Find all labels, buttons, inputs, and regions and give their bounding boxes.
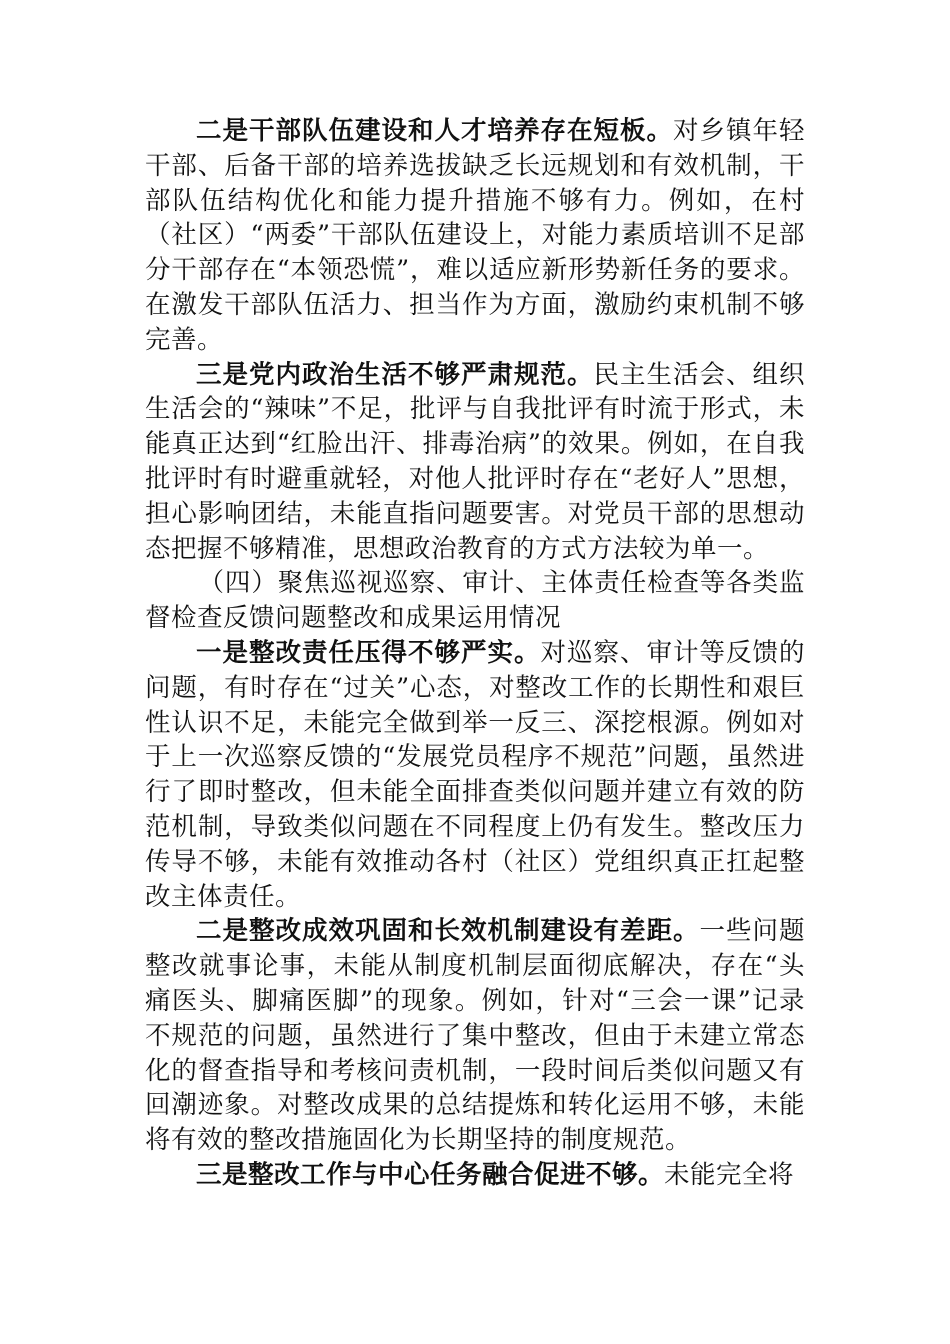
paragraph-rectification-responsibility	[145, 636, 805, 914]
paragraph-body: 一些问题整改就事论事，未能从制度机制层面彻底解决，存在“头痛医头、脚痛医脚”的现象。例如，针对“三会一课”记录不规范的问题，虽然进行了集中整改，但由于未建立常态化的督查指导和考核问责机制，一段时间后类似问题又有回潮迹象。对整改成果的总结提炼和转化运用不够，未能将有效的整改措施固化为长期坚持的制度规范。	[145, 916, 805, 1156]
paragraph-lead: 三是党内政治生活不够严肃规范。	[196, 359, 594, 390]
paragraph-political-life	[145, 358, 805, 567]
paragraph-cadre-team	[145, 114, 805, 358]
paragraph-lead: 三是整改工作与中心任务融合促进不够。	[196, 1159, 665, 1190]
paragraph-lead: 一是整改责任压得不够严实。	[196, 637, 541, 668]
paragraph-long-term-mechanism	[145, 914, 805, 1158]
paragraph-body: 对乡镇年轻干部、后备干部的培养选拔缺乏长远规划和有效机制，干部队伍结构优化和能力提升措施不够有力。例如，在村（社区）“两委”干部队伍建设上，对能力素质培训不足部分干部存在“本领恐慌”，难以适应新形势新任务的要求。在激发干部队伍活力、担当作为方面，激励约束机制不够完善。	[145, 116, 805, 355]
paragraph-lead: 二是整改成效巩固和长效机制建设有差距。	[196, 916, 700, 947]
document-page	[145, 114, 805, 1193]
paragraph-body: 对巡察、审计等反馈的问题，有时存在“过关”心态，对整改工作的长期性和艰巨性认识不足，未能完全做到举一反三、深挖根源。例如对于上一次巡察反馈的“发展党员程序不规范”问题，虽然进行了即时整改，但未能全面排查类似问题并建立有效的防范机制，导致类似问题在不同程度上仍有发生。整改压力传导不够，未能有效推动各村（社区）党组织真正扛起整改主体责任。	[145, 637, 805, 912]
paragraph-integration	[145, 1158, 805, 1193]
paragraph-lead: 二是干部队伍建设和人才培养存在短板。	[196, 116, 673, 146]
paragraph-body: 未能完全将	[664, 1159, 795, 1190]
paragraph-body: 民主生活会、组织生活会的“辣味”不足，批评与自我批评有时流于形式，未能真正达到“红脸出汗、排毒治病”的效果。例如，在自我批评时有时避重就轻，对他人批评时存在“老好人”思想，担心影响团结，未能直指问题要害。对党员干部的思想动态把握不够精准，思想政治教育的方式方法较为单一。	[145, 359, 805, 564]
section-heading-four: （四）聚焦巡视巡察、审计、主体责任检查等各类监督检查反馈问题整改和成果运用情况	[145, 568, 805, 634]
